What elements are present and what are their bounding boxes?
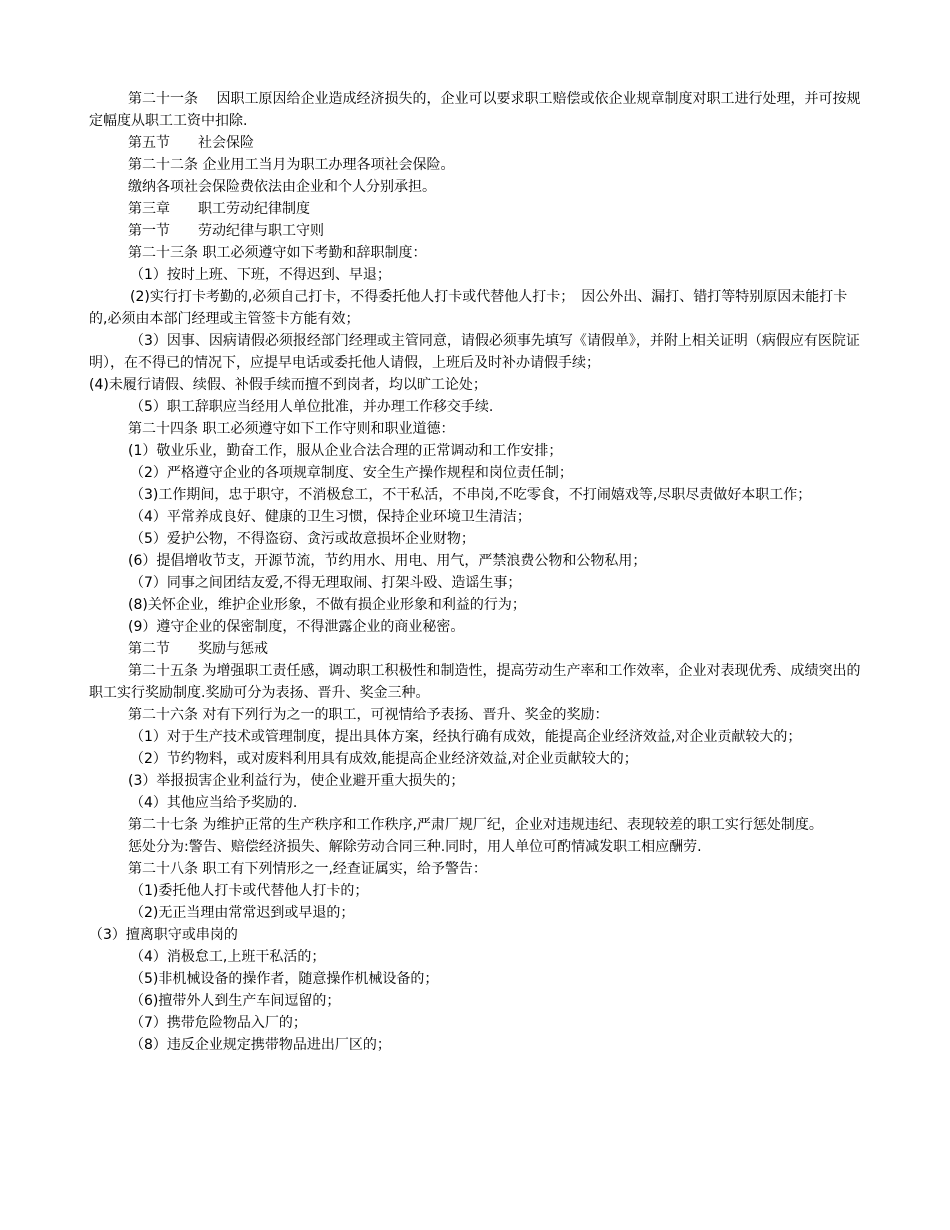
paragraph: 第二十六条 对有下列行为之一的职工，可视情给予表扬、晋升、奖金的奖励： xyxy=(128,707,609,723)
paragraph: (9）遵守企业的保密制度，不得泄露企业的商业秘密。 xyxy=(128,619,465,635)
paragraph: （5）爱护公物，不得盗窃、贪污或故意损坏企业财物； xyxy=(130,531,475,547)
paragraph: （5）职工辞职应当经用人单位批准，并办理工作移交手续. xyxy=(130,399,494,415)
paragraph: (3）举报损害企业利益行为，使企业避开重大损失的； xyxy=(128,773,465,789)
paragraph: (1）敬业乐业，勤奋工作，服从企业合法合理的正常调动和工作安排； xyxy=(128,443,563,459)
paragraph: 第二十一条 因职工原因给企业造成经济损失的，企业可以要求职工赔偿或依企业规章制度对职工进行处理，并可按规定幅度从职工工资中扣除. xyxy=(89,91,861,129)
paragraph: 第二十二条 企业用工当月为职工办理各项社会保险。 xyxy=(128,157,455,173)
paragraph: 第二十五条 为增强职工责任感，调动职工积极性和制造性，提高劳动生产率和工作效率，企业对表现优秀、成绩突出的职工实行奖励制度.奖励可分为表扬、晋升、奖金三种。 xyxy=(89,663,861,701)
paragraph: 第二节 奖励与惩戒 xyxy=(128,641,268,657)
paragraph: 第五节 社会保险 xyxy=(128,135,254,151)
paragraph: (6）提倡增收节支，开源节流，节约用水、用电、用气，严禁浪费公物和公物私用； xyxy=(128,553,647,569)
paragraph: 第二十四条 职工必须遵守如下工作守则和职业道德： xyxy=(128,421,455,437)
paragraph: 第二十八条 职工有下列情形之一,经查证属实，给予警告： xyxy=(128,861,487,877)
paragraph: 第二十七条 为维护正常的生产秩序和工作秩序,严肃厂规厂纪，企业对违规违纪、表现较差的职工实行惩处制度。 xyxy=(128,817,823,833)
paragraph: (2)实行打卡考勤的,必须自己打卡，不得委托他人打卡或代替他人打卡； 因公外出、漏打、错打等特别原因未能打卡的,必须由本部门经理或主管签卡方能有效； xyxy=(89,289,848,327)
paragraph: （1）对于生产技术或管理制度，提出具体方案，经执行确有成效，能提高企业经济效益,对企业贡献较大的； xyxy=(130,729,802,745)
paragraph: （4）消极怠工,上班干私活的； xyxy=(130,949,326,965)
paragraph: （3）擅离职守或串岗的 xyxy=(89,927,238,943)
paragraph: （7）同事之间团结友爱,不得无理取闹、打架斗殴、造谣生事； xyxy=(130,575,522,591)
paragraph: （7）携带危险物品入厂的； xyxy=(130,1015,307,1031)
paragraph: （4）其他应当给予奖励的. xyxy=(130,795,298,811)
paragraph: （1)委托他人打卡或代替他人打卡的； xyxy=(130,883,369,899)
paragraph: （3)工作期间，忠于职守，不消极怠工，不干私活，不串岗,不吃零食，不打闹嬉戏等,尽职尽责做好本职工作； xyxy=(130,487,812,503)
paragraph: (4)未履行请假、续假、补假手续而擅不到岗者，均以旷工论处； xyxy=(89,377,487,393)
paragraph: （5)非机械设备的操作者，随意操作机械设备的； xyxy=(130,971,439,987)
paragraph: （1）按时上班、下班，不得迟到、早退； xyxy=(130,267,391,283)
paragraph: （6)擅带外人到生产车间逗留的； xyxy=(130,993,341,1009)
paragraph: （2）节约物料，或对废料利用具有成效,能提高企业经济效益,对企业贡献较大的； xyxy=(130,751,638,767)
paragraph: 第一节 劳动纪律与职工守则 xyxy=(128,223,324,239)
paragraph: （3）因事、因病请假必须报经部门经理或主管同意，请假必须事先填写《请假单》，并附上相关证明（病假应有医院证明），在不得已的情况下，应提早电话或委托他人请假，上班后及时补办请假手续； xyxy=(89,333,860,371)
document-body xyxy=(89,88,861,1056)
paragraph: （4）平常养成良好、健康的卫生习惯，保持企业环境卫生清洁； xyxy=(130,509,531,525)
paragraph: （8）违反企业规定携带物品进出厂区的； xyxy=(130,1037,391,1053)
paragraph: 第三章 职工劳动纪律制度 xyxy=(128,201,310,217)
paragraph: 惩处分为:警告、赔偿经济损失、解除劳动合同三种.同时，用人单位可酌情减发职工相应酬劳. xyxy=(128,839,702,855)
paragraph: （2）严格遵守企业的各项规章制度、安全生产操作规程和岗位责任制； xyxy=(130,465,573,481)
paragraph: (8)关怀企业，维护企业形象，不做有损企业形象和利益的行为； xyxy=(128,597,526,613)
paragraph: 缴纳各项社会保险费依法由企业和个人分别承担。 xyxy=(128,179,436,195)
paragraph: 第二十三条 职工必须遵守如下考勤和辞职制度： xyxy=(128,245,427,261)
paragraph: （2)无正当理由常常迟到或早退的； xyxy=(130,905,355,921)
